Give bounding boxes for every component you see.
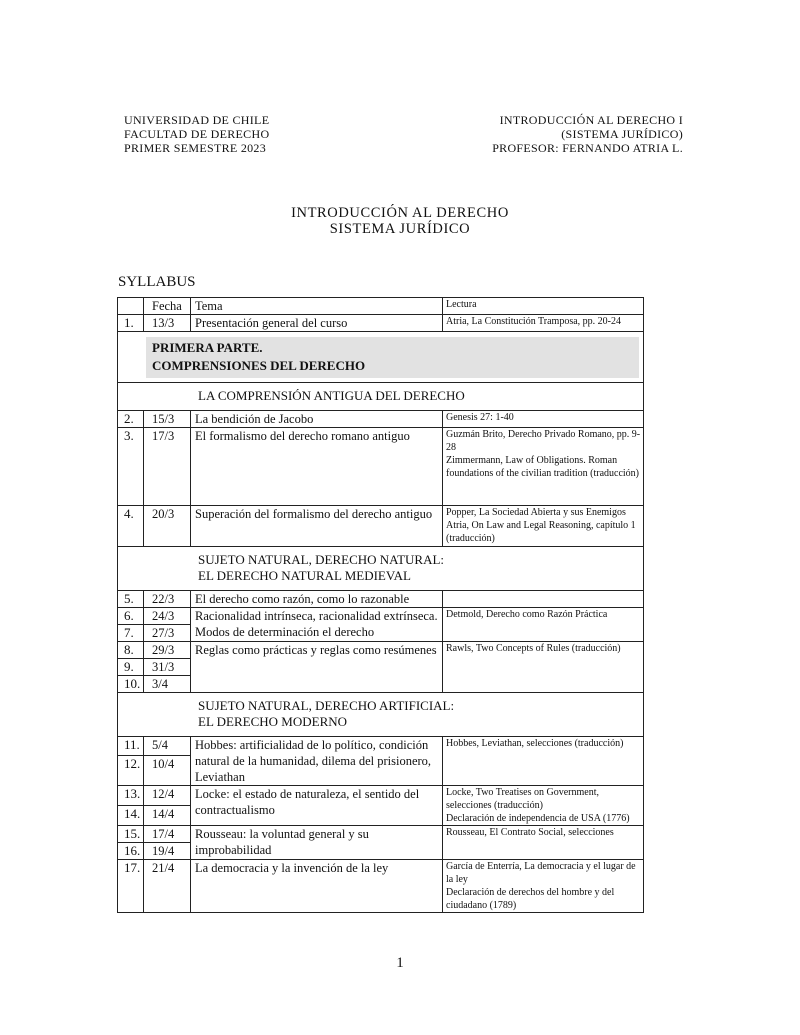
table-row <box>118 428 644 506</box>
section-line-2: EL DERECHO MODERNO <box>198 714 348 729</box>
row-date: 10/4 <box>144 756 191 786</box>
row-topic: Reglas como prácticas y reglas como resúmenes <box>191 642 443 693</box>
course-name: INTRODUCCIÓN AL DERECHO I <box>499 113 683 127</box>
row-number: 4. <box>118 506 144 547</box>
row-reading <box>443 506 644 547</box>
row-number: 8. <box>118 642 144 659</box>
row-topic: Racionalidad intrínseca, racionalidad extrínseca. Modos de determinación el derecho <box>191 608 443 642</box>
page-number: 1 <box>396 955 404 971</box>
section-heading <box>118 547 644 591</box>
row-reading: Detmold, Derecho como Razón Práctica <box>443 608 644 642</box>
row-reading <box>443 428 644 506</box>
row-topic: Superación del formalismo del derecho antiguo <box>191 506 443 547</box>
row-date: 17/3 <box>144 428 191 506</box>
section-row <box>118 547 644 591</box>
course-subtitle: (SISTEMA JURÍDICO) <box>561 127 683 141</box>
row-date: 3/4 <box>144 676 191 693</box>
row-topic: Rousseau: la voluntad general y su improbabilidad <box>191 826 443 860</box>
row-date: 24/3 <box>144 608 191 625</box>
row-date: 21/4 <box>144 860 191 913</box>
row-reading: Rawls, Two Concepts of Rules (traducción) <box>443 642 644 693</box>
table-header-row <box>118 298 644 315</box>
header-left <box>124 113 269 155</box>
table-row <box>118 737 644 756</box>
row-date: 13/3 <box>144 315 191 332</box>
table-row <box>118 642 644 659</box>
part-title: PRIMERA PARTE. <box>152 340 263 355</box>
row-number: 1. <box>118 315 144 332</box>
row-number: 17. <box>118 860 144 913</box>
header-fecha: Fecha <box>144 298 191 315</box>
reading-item: Zimmermann, Law of Obligations. Roman foundations of the civilian tradition (traducción) <box>446 455 639 479</box>
table-row <box>118 786 644 806</box>
reading-item: Popper, La Sociedad Abierta y sus Enemigos <box>446 507 626 518</box>
table-row <box>118 315 644 332</box>
table-row <box>118 591 644 608</box>
faculty-name: FACULTAD DE DERECHO <box>124 127 270 141</box>
table-row <box>118 506 644 547</box>
row-number: 3. <box>118 428 144 506</box>
row-date: 27/3 <box>144 625 191 642</box>
row-number: 12. <box>118 756 144 786</box>
row-topic: Presentación general del curso <box>191 315 443 332</box>
header-lectura: Lectura <box>443 298 644 315</box>
table-row <box>118 608 644 625</box>
row-reading: Rousseau, El Contrato Social, selecciones <box>443 826 644 860</box>
row-date: 19/4 <box>144 843 191 860</box>
row-date: 14/4 <box>144 806 191 826</box>
row-topic: Locke: el estado de naturaleza, el sentido del contractualismo <box>191 786 443 826</box>
part-row <box>118 332 644 383</box>
row-number: 5. <box>118 591 144 608</box>
table-row <box>118 826 644 843</box>
row-date: 12/4 <box>144 786 191 806</box>
reading-item: Locke, Two Treatises on Government, selecciones (traducción) <box>446 787 599 811</box>
university-name: UNIVERSIDAD DE CHILE <box>124 113 270 127</box>
row-topic: El derecho como razón, como lo razonable <box>191 591 443 608</box>
professor: PROFESOR: FERNANDO ATRIA L. <box>492 141 683 155</box>
row-number: 16. <box>118 843 144 860</box>
row-topic: El formalismo del derecho romano antiguo <box>191 428 443 506</box>
row-reading <box>443 860 644 913</box>
header-num <box>118 298 144 315</box>
row-reading <box>443 591 644 608</box>
row-date: 31/3 <box>144 659 191 676</box>
row-number: 15. <box>118 826 144 843</box>
part-subtitle: COMPRENSIONES DEL DERECHO <box>152 358 366 373</box>
row-number: 11. <box>118 737 144 756</box>
document-title <box>0 205 800 237</box>
row-number: 14. <box>118 806 144 826</box>
section-line-1: SUJETO NATURAL, DERECHO ARTIFICIAL: <box>198 698 455 713</box>
syllabus-heading: SYLLABUS <box>118 274 196 290</box>
reading-item: Declaración de independencia de USA (1776) <box>446 813 630 824</box>
title-line-1: INTRODUCCIÓN AL DERECHO <box>291 205 509 221</box>
row-topic: La bendición de Jacobo <box>191 411 443 428</box>
reading-item: García de Enterría, La democracia y el lugar de la ley <box>446 861 636 885</box>
reading-item: Guzmán Brito, Derecho Privado Romano, pp. 9-28 <box>446 429 641 453</box>
section-line-1: SUJETO NATURAL, DERECHO NATURAL: <box>198 552 445 567</box>
section-line-2: EL DERECHO NATURAL MEDIEVAL <box>198 568 411 583</box>
row-reading: Genesis 27: 1-40 <box>443 411 644 428</box>
semester: PRIMER SEMESTRE 2023 <box>124 141 267 155</box>
table-row <box>118 411 644 428</box>
row-date: 22/3 <box>144 591 191 608</box>
table-row <box>118 860 644 913</box>
title-line-2: SISTEMA JURÍDICO <box>329 221 471 237</box>
row-number: 10. <box>118 676 144 693</box>
section-heading: LA COMPRENSIÓN ANTIGUA DEL DERECHO <box>118 383 644 411</box>
row-date: 17/4 <box>144 826 191 843</box>
row-topic: Hobbes: artificialidad de lo político, condición natural de la humanidad, dilema del prisionero, Leviathan <box>191 737 443 786</box>
row-topic: La democracia y la invención de la ley <box>191 860 443 913</box>
row-number: 6. <box>118 608 144 625</box>
section-row <box>118 693 644 737</box>
row-number: 9. <box>118 659 144 676</box>
row-reading: Hobbes, Leviathan, selecciones (traducción) <box>443 737 644 786</box>
row-date: 29/3 <box>144 642 191 659</box>
header-right <box>492 113 683 155</box>
section-heading <box>118 693 644 737</box>
row-date: 15/3 <box>144 411 191 428</box>
row-number: 7. <box>118 625 144 642</box>
header-tema: Tema <box>191 298 443 315</box>
section-row <box>118 383 644 411</box>
row-date: 5/4 <box>144 737 191 756</box>
reading-item: Atria, On Law and Legal Reasoning, capítulo 1 (traducción) <box>446 520 636 544</box>
row-date: 20/3 <box>144 506 191 547</box>
part-heading <box>146 337 639 378</box>
row-number: 2. <box>118 411 144 428</box>
row-reading: Atria, La Constitución Tramposa, pp. 20-24 <box>443 315 644 332</box>
row-reading <box>443 786 644 826</box>
syllabus-table <box>117 297 644 913</box>
reading-item: Declaración de derechos del hombre y del ciudadano (1789) <box>446 887 615 911</box>
row-number: 13. <box>118 786 144 806</box>
